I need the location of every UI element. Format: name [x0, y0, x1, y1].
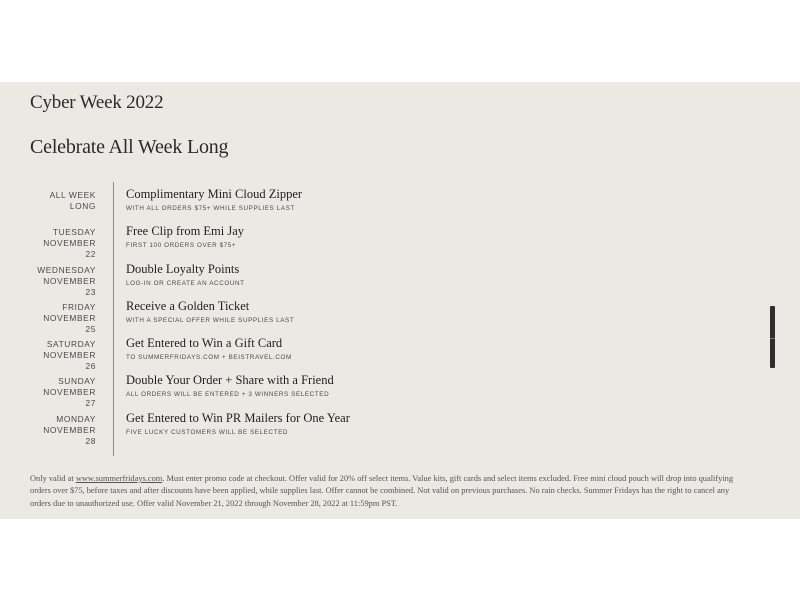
event-date: [30, 190, 96, 212]
event-date-line1: WEDNESDAY: [37, 264, 96, 275]
event-date-line1: FRIDAY: [62, 301, 96, 312]
event-date-line1: MONDAY: [56, 413, 96, 424]
event-date-line1: SATURDAY: [46, 339, 96, 350]
event-date: [30, 227, 96, 260]
event-row: [30, 335, 630, 372]
event-note: WITH A SPECIAL OFFER WHILE SUPPLIES LAST: [126, 316, 295, 324]
event-title: Double Your Order + Share with a Friend: [126, 373, 334, 388]
event-date-line2: NOVEMBER 27: [43, 387, 96, 409]
event-row: [30, 186, 630, 223]
event-note: TO SUMMERFRIDAYS.COM + BEISTRAVEL.COM: [126, 354, 292, 362]
event-date-line2: NOVEMBER 23: [43, 275, 96, 297]
event-date-line2: NOVEMBER 22: [43, 238, 96, 260]
event-title: Complimentary Mini Cloud Zipper: [126, 187, 303, 201]
event-date-line2: NOVEMBER 26: [43, 350, 96, 372]
event-note: LOG-IN OR CREATE AN ACCOUNT: [126, 279, 245, 287]
event-date-line1: TUESDAY: [52, 227, 96, 238]
disclaimer-prefix: Only valid at: [30, 474, 76, 483]
event-row: [30, 298, 630, 335]
event-date: [30, 376, 96, 409]
disclaimer-body: . Must enter promo code at checkout. Offer valid for 20% off select items. Value kits, gift cards and select items excluded. Free mini cloud pouch will drop into qualifying orders over $75, before taxes and after discounts have been applied, while supplies last. Offer cannot be combined. Not valid on previous purchases. No rain checks. Summer Fridays has the right to cancel any orders due to unauthorized use. Offer valid November 21, 2022 through November 28, 2022 at 11:59pm PST.: [30, 474, 734, 508]
event-date: [30, 414, 96, 447]
event-note: FIRST 100 ORDERS OVER $75+: [126, 242, 237, 250]
event-note: ALL ORDERS WILL BE ENTERED + 3 WINNERS SELECTED: [126, 391, 330, 399]
event-date-line2: NOVEMBER 25: [43, 312, 96, 334]
event-date: [30, 302, 96, 335]
event-row: [30, 223, 630, 260]
event-date-line2: NOVEMBER 28: [43, 424, 96, 446]
event-title: Receive a Golden Ticket: [126, 298, 250, 313]
summerfridays-link[interactable]: www.summerfridays.com: [75, 474, 163, 483]
event-schedule: [30, 186, 630, 447]
scrollbar-grip: [770, 338, 775, 339]
event-note: FIVE LUCKY CUSTOMERS WILL BE SELECTED: [126, 428, 289, 436]
event-row: [30, 372, 630, 409]
event-date-line1: SUNDAY: [58, 376, 96, 387]
event-date: [30, 265, 96, 298]
event-title: Get Entered to Win a Gift Card: [126, 336, 283, 351]
event-note: WITH ALL ORDERS $75+ WHILE SUPPLIES LAST: [126, 205, 295, 212]
page-subtitle: Celebrate All Week Long: [30, 136, 229, 158]
event-row: [30, 261, 630, 298]
offer-disclaimer: [30, 473, 750, 510]
event-title: Get Entered to Win PR Mailers for One Year: [126, 410, 350, 425]
event-date: [30, 339, 96, 372]
event-row: [30, 410, 630, 447]
event-date-line1: ALL WEEK: [49, 190, 96, 200]
event-title: Free Clip from Emi Jay: [126, 224, 245, 239]
page-title: Cyber Week 2022: [30, 92, 164, 113]
event-date-line2: LONG: [69, 201, 96, 211]
promo-panel: [0, 82, 800, 519]
scrollbar-thumb[interactable]: [770, 306, 775, 368]
event-title: Double Loyalty Points: [126, 261, 240, 276]
